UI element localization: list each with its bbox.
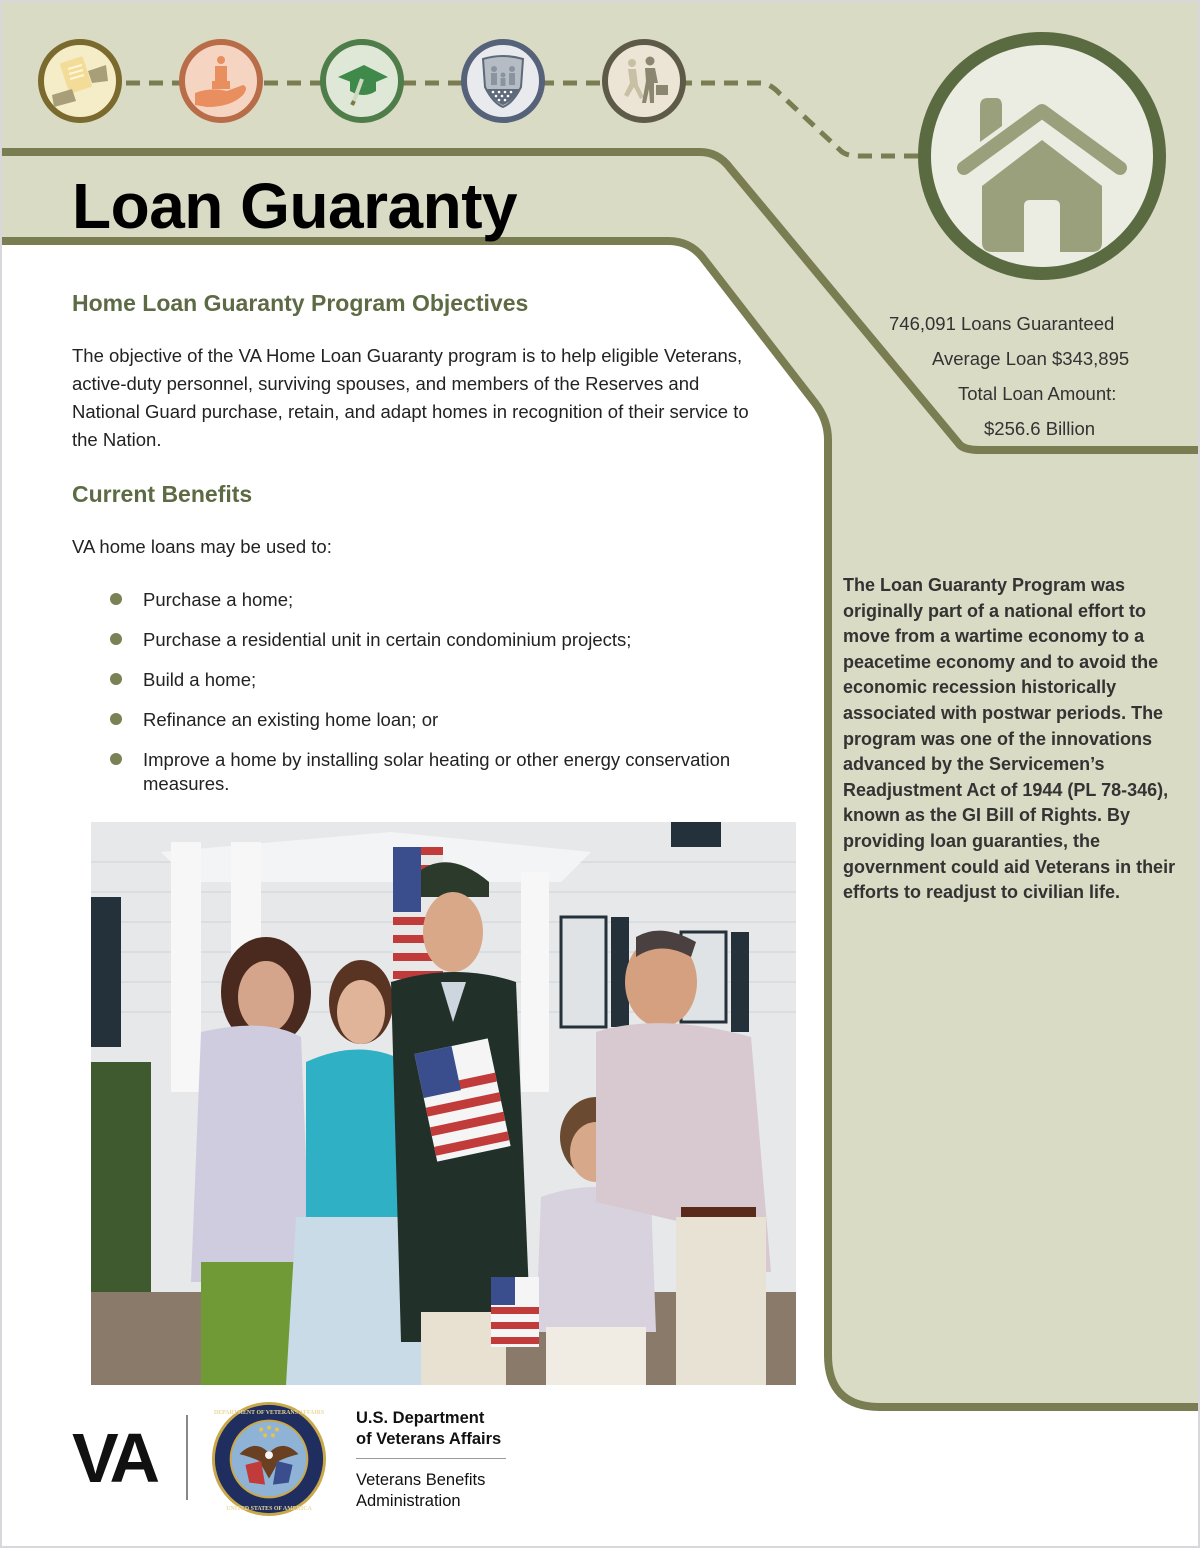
list-item: Refinance an existing home loan; or [108,708,808,732]
va-wordmark: VA [72,1419,157,1497]
benefits-intro: VA home loans may be used to: [72,536,332,557]
average-loan-stat: Average Loan $343,895 [932,348,1130,369]
list-item: Improve a home by installing solar heating or other energy conservation measures. [108,748,808,796]
list-item: Purchase a residential unit in certain condominium projects; [108,628,808,652]
bullet-icon [110,713,122,725]
svg-text:DEPARTMENT OF VETERANS AFFAIRS: DEPARTMENT OF VETERANS AFFAIRS [213,1409,325,1416]
loan-stats [860,306,1160,446]
program-history-text: The Loan Guaranty Program was originally part of a national effort to move from a wartime economy to a peacetime economy and to avoid the economic recession historically associated with postwar periods. The program was one of the innovations advanced by the Servicemen’s Readjustment Act of 1944 (PL 78-346), known as the GI Bill of Rights. By providing loan guaranties, the government could aid Veterans in their efforts to readjust to civilian life. [843,575,1176,903]
graduation-cap-icon [320,39,404,123]
list-item: Build a home; [108,668,808,692]
veteran-to-worker-icon [602,39,686,123]
page-title: Loan Guaranty [72,170,518,242]
bullet-icon [110,593,122,605]
footer-divider [186,1415,188,1500]
svg-text:UNITED STATES OF AMERICA: UNITED STATES OF AMERICA [226,1506,312,1513]
total-loan-value: $256.6 Billion [984,418,1096,439]
department-name: U.S. Department of Veterans Affairs [356,1409,502,1448]
family-photo [91,822,796,1385]
total-loan-label: Total Loan Amount: [958,383,1117,404]
bullet-icon [110,673,122,685]
bullet-icon [110,633,122,645]
benefits-list [108,588,808,812]
person-in-hand-icon [179,39,263,123]
objectives-paragraph: The objective of the VA Home Loan Guaranty program is to help eligible Veterans, active-duty personnel, surviving spouses, and members of the Reserves and National Guard purchase, retain, and adapt homes in recognition of their service to the Nation. [72,345,749,450]
benefits-heading: Current Benefits [72,481,253,507]
administration-name: Veterans Benefits Administration [356,1471,486,1510]
objectives-heading: Home Loan Guaranty Program Objectives [72,290,529,316]
house-icon [918,32,1166,280]
loans-guaranteed-stat: 746,091 Loans Guaranteed [889,313,1115,334]
va-seal-icon [210,1400,328,1518]
family-shield-icon [461,39,545,123]
footer-rule [356,1458,506,1459]
document-handoff-icon [38,39,122,123]
bullet-icon [110,753,122,765]
list-item: Purchase a home; [108,588,808,612]
